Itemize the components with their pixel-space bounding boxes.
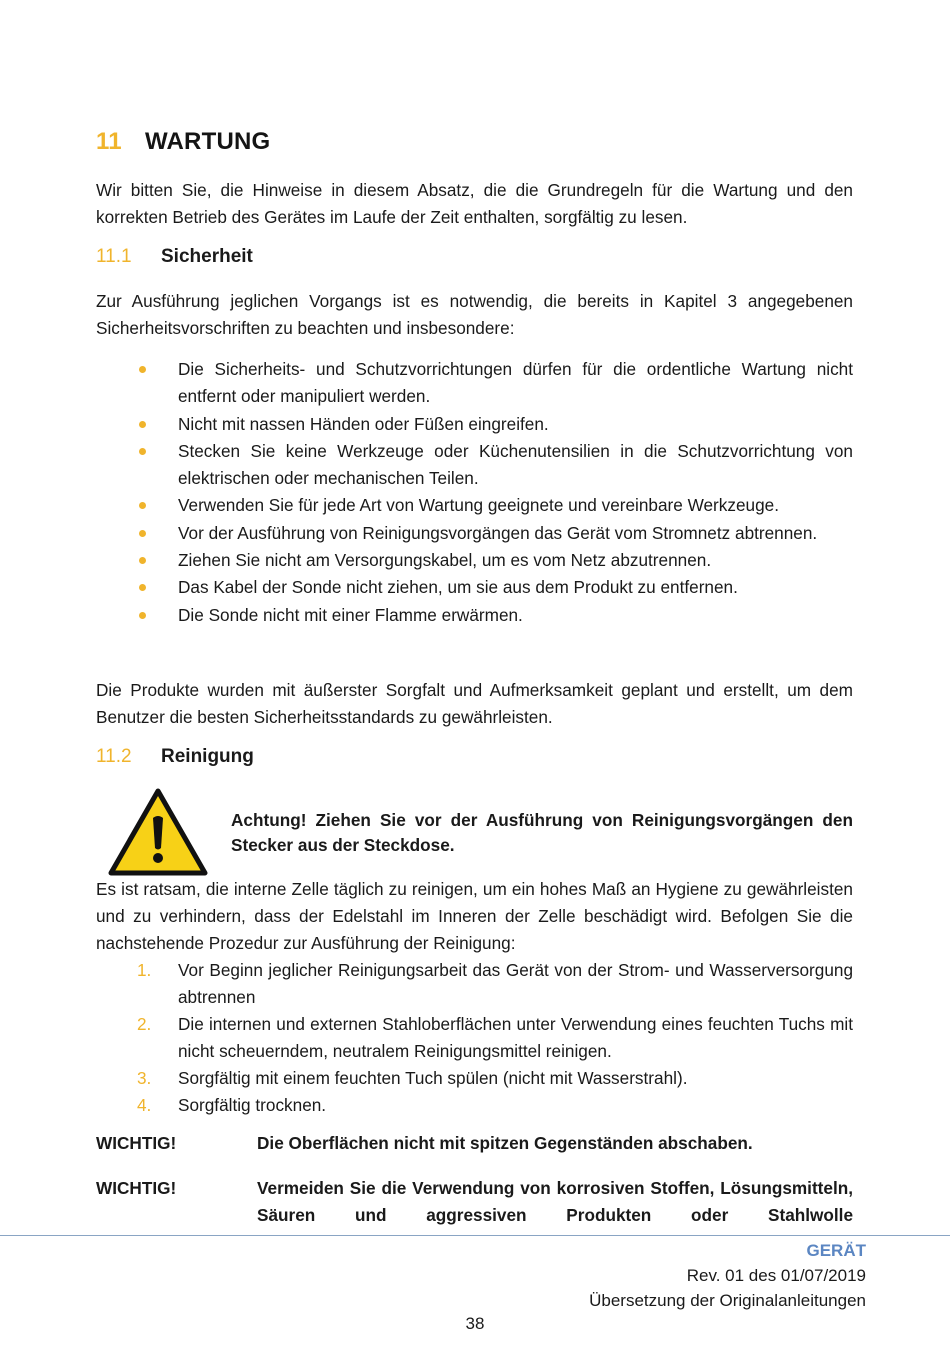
list-item: 2. Die internen und externen Stahloberflächen unter Verwendung eines feuchten Tuchs mit nicht scheuerndem, neutralem Reinigungsmittel reinigen. bbox=[96, 1011, 853, 1065]
list-item: Die Sonde nicht mit einer Flamme erwärmen. bbox=[96, 602, 853, 629]
subsection-title: Reinigung bbox=[161, 746, 254, 767]
bullet-icon bbox=[139, 530, 146, 537]
safety-lead-paragraph: Zur Ausführung jeglichen Vorgangs ist es notwendig, die bereits in Kapitel 3 angegebenen Sicherheitsvorschriften zu beachten und insbesondere: bbox=[96, 291, 853, 338]
important-label: WICHTIG! bbox=[96, 1133, 177, 1153]
footer-revision: Rev. 01 des 01/07/2019 bbox=[686, 1266, 866, 1285]
step-number: 4. bbox=[137, 1095, 152, 1115]
list-item: 3. Sorgfältig mit einem feuchten Tuch spülen (nicht mit Wasserstrahl). bbox=[96, 1065, 853, 1092]
page-number: 38 bbox=[465, 1314, 485, 1333]
bullet-icon bbox=[139, 502, 146, 509]
important-note bbox=[96, 1175, 853, 1229]
bullet-icon bbox=[139, 557, 146, 564]
list-item: Nicht mit nassen Händen oder Füßen eingreifen. bbox=[96, 411, 853, 438]
step-number: 1. bbox=[137, 960, 152, 980]
footer-divider bbox=[0, 1235, 950, 1236]
important-label: WICHTIG! bbox=[96, 1178, 177, 1198]
subsection-heading-cleaning bbox=[96, 746, 254, 768]
list-item: Stecken Sie keine Werkzeuge oder Küchenutensilien in die Schutzvorrichtung von elektrischen oder mechanischen Teilen. bbox=[96, 438, 853, 493]
bullet-icon bbox=[139, 612, 146, 619]
list-item: 4. Sorgfältig trocknen. bbox=[96, 1092, 853, 1119]
footer bbox=[589, 1238, 866, 1313]
bullet-icon bbox=[139, 448, 146, 455]
bullet-icon bbox=[139, 584, 146, 591]
list-item: Die Sicherheits- und Schutzvorrichtungen dürfen für die ordentliche Wartung nicht entfernt oder manipuliert werden. bbox=[96, 356, 853, 411]
cleaning-warning-text: Achtung! Ziehen Sie vor der Ausführung von Reinigungsvorgängen den Stecker aus der Steckdose. bbox=[231, 810, 853, 855]
list-item: Das Kabel der Sonde nicht ziehen, um sie aus dem Produkt zu entfernen. bbox=[96, 574, 853, 601]
step-number: 3. bbox=[137, 1068, 152, 1088]
important-text: Vermeiden Sie die Verwendung von korrosiven Stoffen, Lösungsmitteln, Säuren und aggressiven Produkten oder Stahlwolle bbox=[257, 1178, 853, 1225]
intro-paragraph: Wir bitten Sie, die Hinweise in diesem Absatz, die die Grundregeln für die Wartung und den korrekten Betrieb des Gerätes im Laufe der Zeit enthalten, sorgfältig zu lesen. bbox=[96, 180, 853, 227]
footer-brand: GERÄT bbox=[806, 1241, 866, 1260]
subsection-number: 11.1 bbox=[96, 246, 132, 267]
cleaning-steps-list bbox=[96, 957, 853, 1119]
section-number: 11 bbox=[96, 128, 122, 155]
bullet-icon bbox=[139, 421, 146, 428]
safety-closing-paragraph: Die Produkte wurden mit äußerster Sorgfalt und Aufmerksamkeit geplant und erstellt, um dem Benutzer die besten Sicherheitsstandards zu gewährleisten. bbox=[96, 680, 853, 727]
footer-translation: Übersetzung der Originalanleitungen bbox=[589, 1291, 866, 1310]
subsection-title: Sicherheit bbox=[161, 246, 253, 267]
important-text: Die Oberflächen nicht mit spitzen Gegenständen abschaben. bbox=[257, 1133, 753, 1153]
section-title: WARTUNG bbox=[145, 128, 271, 155]
list-item: Vor der Ausführung von Reinigungsvorgängen das Gerät vom Stromnetz abtrennen. bbox=[96, 520, 853, 547]
bullet-icon bbox=[139, 366, 146, 373]
section-heading bbox=[96, 128, 270, 156]
list-item: 1. Vor Beginn jeglicher Reinigungsarbeit das Gerät von der Strom- und Wasserversorgung abtrennen bbox=[96, 957, 853, 1011]
list-item: Verwenden Sie für jede Art von Wartung geeignete und vereinbare Werkzeuge. bbox=[96, 492, 853, 519]
important-note bbox=[96, 1130, 853, 1157]
cleaning-paragraph: Es ist ratsam, die interne Zelle täglich zu reinigen, um ein hohes Maß an Hygiene zu gewährleisten und zu verhindern, dass der Edelstahl im Inneren der Zelle beschädigt wird. Befolgen Sie die nachstehende Prozedur zur Ausführung der Reinigung: bbox=[96, 879, 853, 953]
subsection-heading-safety bbox=[96, 246, 253, 268]
safety-bullet-list bbox=[96, 356, 853, 629]
step-number: 2. bbox=[137, 1014, 152, 1034]
subsection-number: 11.2 bbox=[96, 746, 132, 767]
warning-triangle-icon bbox=[108, 788, 208, 876]
list-item: Ziehen Sie nicht am Versorgungskabel, um es vom Netz abzutrennen. bbox=[96, 547, 853, 574]
